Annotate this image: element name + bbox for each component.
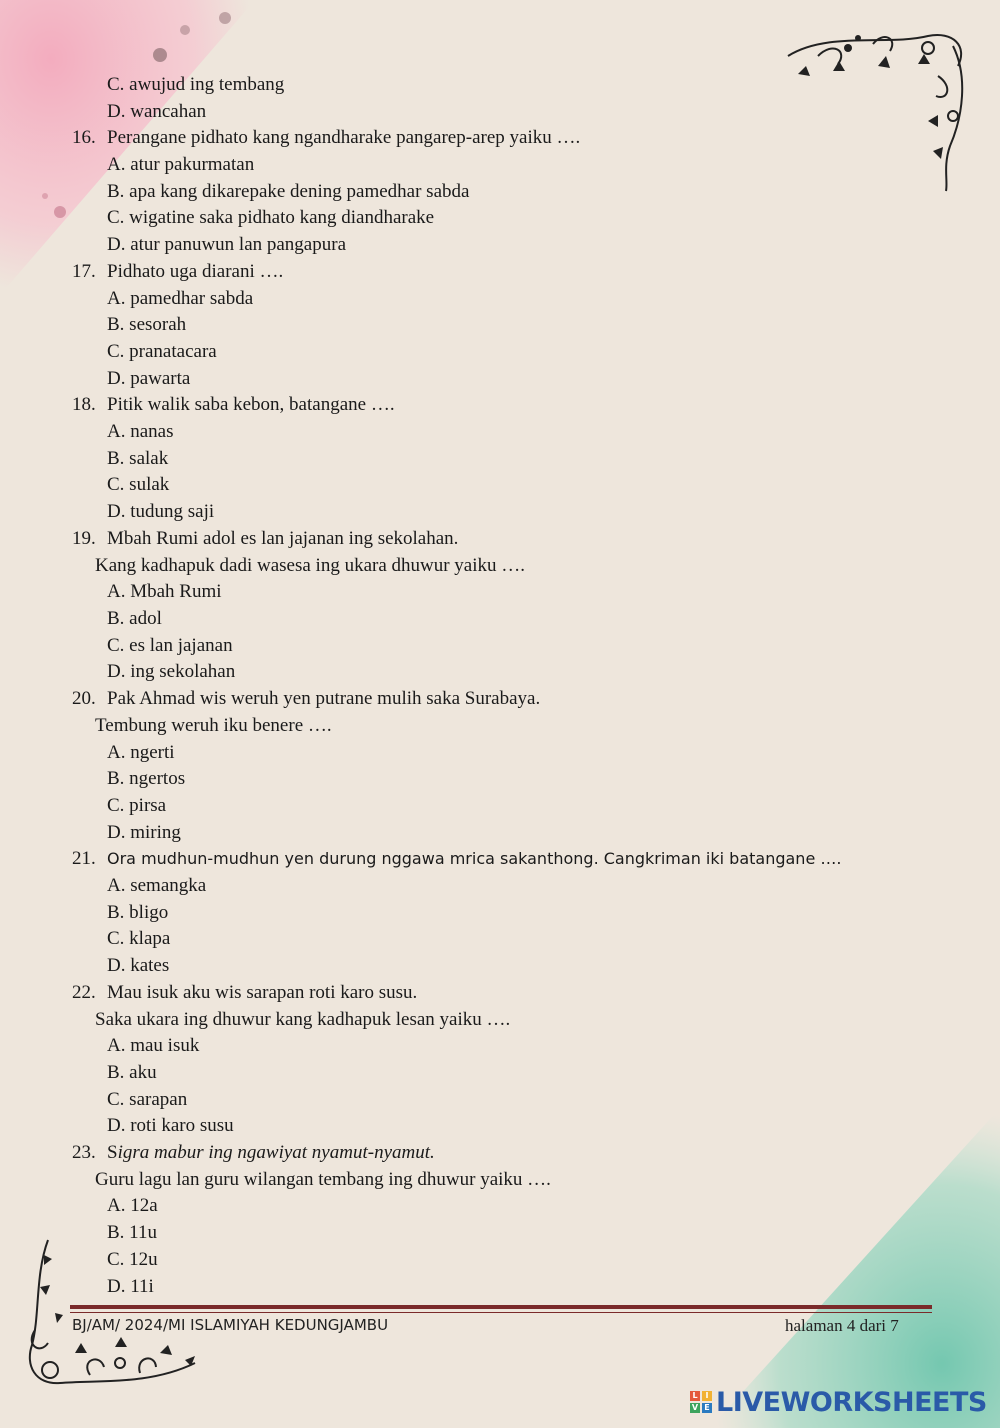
question-text-continued: Saka ukara ing dhuwur kang kadhapuk lesan yaiku …. xyxy=(95,1009,511,1030)
question-text: Pak Ahmad wis weruh yen putrane mulih saka Surabaya. xyxy=(107,688,541,709)
answer-option: B. salak xyxy=(107,448,169,469)
answer-option: A. mau isuk xyxy=(107,1035,200,1056)
question-text: Mau isuk aku wis sarapan roti karo susu. xyxy=(107,982,418,1003)
liveworksheets-brand xyxy=(690,1386,987,1418)
answer-option: C. klapa xyxy=(107,928,171,949)
brand-name: LIVEWORKSHEETS xyxy=(716,1386,987,1418)
footer-divider xyxy=(70,1305,932,1309)
answer-option: D. tudung saji xyxy=(107,501,215,522)
question-text: Pitik walik saba kebon, batangane …. xyxy=(107,394,395,415)
answer-option: A. Mbah Rumi xyxy=(107,581,222,602)
answer-option: D. wancahan xyxy=(107,101,207,122)
answer-option: B. 11u xyxy=(107,1222,157,1243)
answer-option: D. atur panuwun lan pangapura xyxy=(107,234,347,255)
answer-option: D. miring xyxy=(107,822,181,843)
question-text-initial: S xyxy=(107,1142,118,1163)
answer-option: C. awujud ing tembang xyxy=(107,74,285,95)
answer-option: C. pranatacara xyxy=(107,341,217,362)
question-text-continued: Kang kadhapuk dadi wasesa ing ukara dhuwur yaiku …. xyxy=(95,555,526,576)
teal-watercolor-corner xyxy=(670,1098,1000,1428)
question-text-italic: igra mabur ing ngawiyat nyamut-nyamut. xyxy=(117,1142,435,1163)
answer-option: C. sulak xyxy=(107,474,170,495)
question-number: 17. xyxy=(72,261,96,282)
answer-option: A. atur pakurmatan xyxy=(107,154,255,175)
answer-option: B. apa kang dikarepake dening pamedhar sabda xyxy=(107,181,470,202)
answer-option: B. aku xyxy=(107,1062,157,1083)
floral-corner-ornament xyxy=(778,26,978,196)
question-text: Pidhato uga diarani …. xyxy=(107,261,284,282)
answer-option: D. ing sekolahan xyxy=(107,661,236,682)
question-text-continued: Tembung weruh iku benere …. xyxy=(95,715,332,736)
question-number: 18. xyxy=(72,394,96,415)
answer-option: C. es lan jajanan xyxy=(107,635,233,656)
answer-option: B. adol xyxy=(107,608,162,629)
answer-option: B. bligo xyxy=(107,902,169,923)
answer-option: B. ngertos xyxy=(107,768,186,789)
answer-option: B. sesorah xyxy=(107,314,187,335)
answer-option: A. semangka xyxy=(107,875,207,896)
answer-option: D. pawarta xyxy=(107,368,191,389)
question-text: Perangane pidhato kang ngandharake pangarep-arep yaiku …. xyxy=(107,127,581,148)
footer-divider-thin xyxy=(70,1312,932,1313)
answer-option: D. kates xyxy=(107,955,170,976)
question-number: 21. xyxy=(72,848,96,869)
question-number: 20. xyxy=(72,688,96,709)
answer-option: A. nanas xyxy=(107,421,174,442)
answer-option: C. 12u xyxy=(107,1249,158,1270)
question-number: 19. xyxy=(72,528,96,549)
answer-option: A. pamedhar sabda xyxy=(107,288,254,309)
footer-page-number: halaman 4 dari 7 xyxy=(785,1316,899,1335)
question-text: Mbah Rumi adol es lan jajanan ing sekolahan. xyxy=(107,528,459,549)
question-text xyxy=(107,1141,435,1165)
question-text: Ora mudhun-mudhun yen durung nggawa mrica sakanthong. Cangkriman iki batangane …. xyxy=(107,849,842,868)
question-text-continued: Guru lagu lan guru wilangan tembang ing dhuwur yaiku …. xyxy=(95,1169,551,1190)
answer-option: A. 12a xyxy=(107,1195,158,1216)
liveworksheets-logo-icon: L I V E xyxy=(690,1391,712,1413)
answer-option: C. sarapan xyxy=(107,1089,188,1110)
answer-option: D. 11i xyxy=(107,1276,154,1297)
question-number: 16. xyxy=(72,127,96,148)
answer-option: D. roti karo susu xyxy=(107,1115,234,1136)
answer-option: C. wigatine saka pidhato kang diandharake xyxy=(107,207,435,228)
question-number: 22. xyxy=(72,982,96,1003)
footer-document-code: BJ/AM/ 2024/MI ISLAMIYAH KEDUNGJAMBU xyxy=(72,1316,389,1334)
question-number: 23. xyxy=(72,1142,96,1163)
answer-option: C. pirsa xyxy=(107,795,167,816)
answer-option: A. ngerti xyxy=(107,742,175,763)
